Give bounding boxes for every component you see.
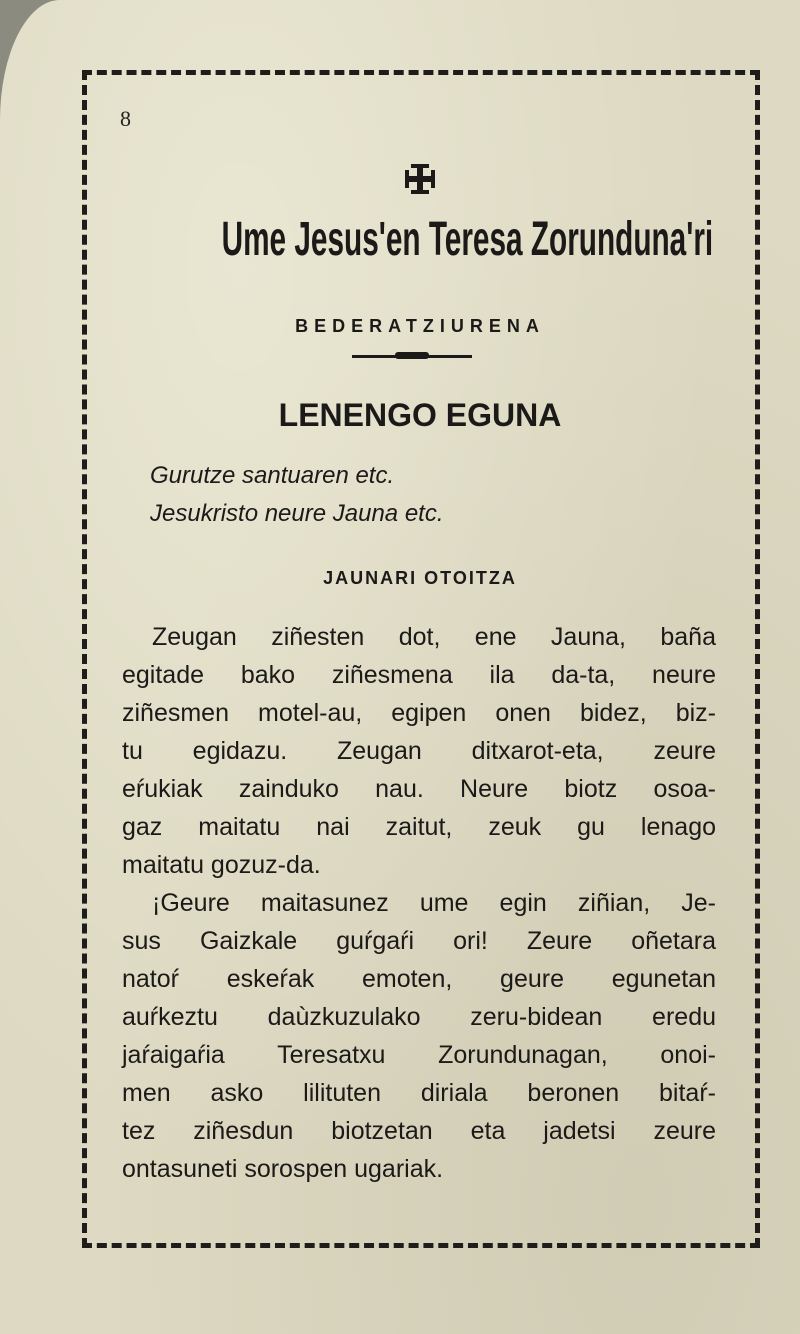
paragraph-line: ontasuneti sorospen ugariak. xyxy=(122,1155,444,1183)
paragraph-line: tu egidazu. Zeugan ditxarot-eta, zeure xyxy=(122,737,716,765)
intro-line: Gurutze santuaren etc. xyxy=(150,462,395,489)
section-heading: JAUNARI OTOITZA xyxy=(323,568,517,588)
paragraph-line: tez ziñesdun biotzetan eta jadetsi zeure xyxy=(122,1117,716,1145)
paragraph-line: natoŕ eskeŕak emoten, geure egunetan xyxy=(122,965,716,993)
paragraph-line: auŕkeztu daùzkuzulako zeru-bidean eredu xyxy=(122,1003,716,1031)
paragraph-line: ¡Geure maitasunez ume egin ziñian, Je- xyxy=(152,889,716,917)
subtitle: BEDERATZIURENA xyxy=(295,316,545,336)
page-title: Ume Jesus'en Teresa Zorunduna'ri xyxy=(221,213,714,266)
paragraph-line: sus Gaizkale guŕgaŕi ori! Zeure oñetara xyxy=(122,927,716,955)
paragraph-line: eŕukiak zainduko nau. Neure biotz osoa- xyxy=(122,775,716,803)
cross-icon xyxy=(403,162,437,196)
intro-line: Jesukristo neure Jauna etc. xyxy=(150,500,444,527)
paragraph-line: men asko lilituten diriala beronen bitaŕ- xyxy=(122,1079,716,1107)
page-number: 8 xyxy=(120,106,131,131)
day-heading: LENENGO EGUNA xyxy=(278,397,562,433)
divider-ornament xyxy=(395,352,429,359)
paragraph-line: jaŕaigaŕia Teresatxu Zorundunagan, onoi- xyxy=(122,1041,716,1069)
paragraph-line: gaz maitatu nai zaitut, zeuk gu lenago xyxy=(122,813,716,841)
paragraph-line: egitade bako ziñesmena ila da-ta, neure xyxy=(122,661,716,689)
paragraph-line: ziñesmen motel-au, egipen onen bidez, biz- xyxy=(122,699,716,727)
paragraph-line: maitatu gozuz-da. xyxy=(122,851,321,879)
paragraph-line: Zeugan ziñesten dot, ene Jauna, baña xyxy=(152,623,716,651)
